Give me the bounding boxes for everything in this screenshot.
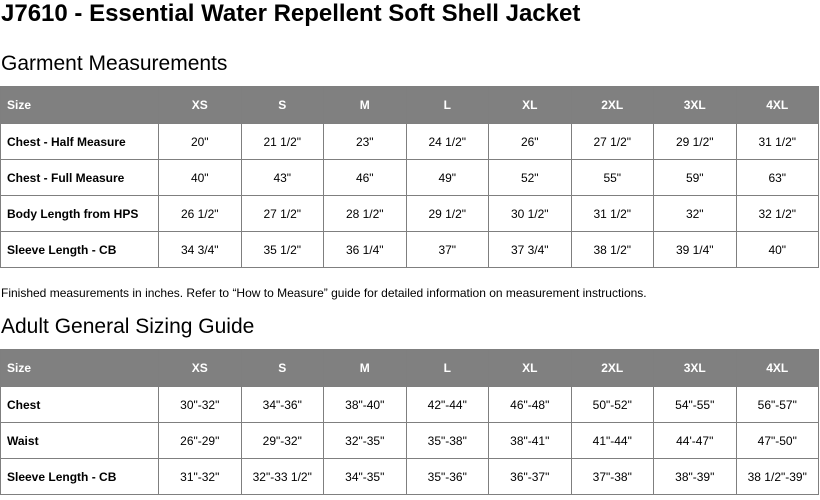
measurement-cell: 35"-38" xyxy=(406,423,489,459)
row-label: Body Length from HPS xyxy=(1,196,159,232)
measurement-cell: 34"-36" xyxy=(241,387,324,423)
size-header-cell: 2XL xyxy=(571,87,654,124)
measurement-cell: 30"-32" xyxy=(159,387,242,423)
row-label: Chest - Half Measure xyxy=(1,124,159,160)
size-column-header: Size xyxy=(1,350,159,387)
size-header-cell: 4XL xyxy=(736,87,819,124)
size-header-cell: L xyxy=(406,350,489,387)
measurement-cell: 36 1/4" xyxy=(324,232,407,268)
measurement-cell: 35"-36" xyxy=(406,459,489,495)
measurement-cell: 59" xyxy=(654,160,737,196)
measurement-cell: 20" xyxy=(159,124,242,160)
table-row xyxy=(1,423,819,459)
measurement-cell: 41"-44" xyxy=(571,423,654,459)
measurement-cell: 26" xyxy=(489,124,572,160)
table-row xyxy=(1,232,819,268)
measurement-cell: 38"-40" xyxy=(324,387,407,423)
table-row xyxy=(1,459,819,495)
size-column-header: Size xyxy=(1,87,159,124)
measurement-cell: 42"-44" xyxy=(406,387,489,423)
size-header-cell: 4XL xyxy=(736,350,819,387)
measurement-cell: 49" xyxy=(406,160,489,196)
measurement-cell: 55" xyxy=(571,160,654,196)
measurement-cell: 30 1/2" xyxy=(489,196,572,232)
page-title: J7610 - Essential Water Repellent Soft Shell Jacket xyxy=(1,0,581,27)
measurement-cell: 32"-35" xyxy=(324,423,407,459)
size-header-cell: XS xyxy=(159,87,242,124)
measurement-cell: 27 1/2" xyxy=(571,124,654,160)
measurement-cell: 37"-38" xyxy=(571,459,654,495)
table-header-row xyxy=(1,87,819,124)
measurement-cell: 38"-41" xyxy=(489,423,572,459)
measurement-cell: 31 1/2" xyxy=(736,124,819,160)
size-header-cell: XL xyxy=(489,87,572,124)
measurement-cell: 63" xyxy=(736,160,819,196)
row-label: Chest - Full Measure xyxy=(1,160,159,196)
measurement-cell: 24 1/2" xyxy=(406,124,489,160)
size-header-cell: XL xyxy=(489,350,572,387)
measurement-cell: 47"-50" xyxy=(736,423,819,459)
size-header-cell: 2XL xyxy=(571,350,654,387)
measurement-cell: 31 1/2" xyxy=(571,196,654,232)
row-label: Waist xyxy=(1,423,159,459)
adult-sizing-heading: Adult General Sizing Guide xyxy=(1,315,255,338)
garment-table-body xyxy=(1,124,819,268)
measurement-cell: 34 3/4" xyxy=(159,232,242,268)
measurement-cell: 37 3/4" xyxy=(489,232,572,268)
measurement-cell: 40" xyxy=(736,232,819,268)
measurement-cell: 37" xyxy=(406,232,489,268)
measurement-cell: 36"-37" xyxy=(489,459,572,495)
size-header-cell: 3XL xyxy=(654,350,737,387)
size-header-cell: L xyxy=(406,87,489,124)
size-header-cell: M xyxy=(324,87,407,124)
measurement-cell: 52" xyxy=(489,160,572,196)
measurement-cell: 21 1/2" xyxy=(241,124,324,160)
size-header-cell: S xyxy=(241,350,324,387)
measurement-cell: 54"-55" xyxy=(654,387,737,423)
garment-measurements-heading: Garment Measurements xyxy=(1,52,228,75)
measurement-cell: 28 1/2" xyxy=(324,196,407,232)
row-label: Chest xyxy=(1,387,159,423)
measurement-cell: 39 1/4" xyxy=(654,232,737,268)
row-label: Sleeve Length - CB xyxy=(1,459,159,495)
measurement-cell: 26 1/2" xyxy=(159,196,242,232)
table-row xyxy=(1,124,819,160)
measurement-cell: 38 1/2" xyxy=(571,232,654,268)
measurement-cell: 35 1/2" xyxy=(241,232,324,268)
measurement-cell: 46"-48" xyxy=(489,387,572,423)
measurement-cell: 50"-52" xyxy=(571,387,654,423)
measurement-cell: 56"-57" xyxy=(736,387,819,423)
table-row xyxy=(1,387,819,423)
size-header-cell: XS xyxy=(159,350,242,387)
measurement-cell: 38 1/2"-39" xyxy=(736,459,819,495)
measurement-cell: 43" xyxy=(241,160,324,196)
measurement-cell: 46" xyxy=(324,160,407,196)
measurement-cell: 29 1/2" xyxy=(406,196,489,232)
garment-measurements-table xyxy=(0,86,819,268)
measurement-cell: 32" xyxy=(654,196,737,232)
measurement-cell: 29 1/2" xyxy=(654,124,737,160)
adult-sizing-table xyxy=(0,349,819,495)
adult-table-body xyxy=(1,387,819,495)
measurement-cell: 32 1/2" xyxy=(736,196,819,232)
measurement-cell: 23" xyxy=(324,124,407,160)
measurement-cell: 40" xyxy=(159,160,242,196)
measurement-cell: 31"-32" xyxy=(159,459,242,495)
table-row xyxy=(1,160,819,196)
measurement-cell: 38"-39" xyxy=(654,459,737,495)
measurement-cell: 26"-29" xyxy=(159,423,242,459)
measurement-cell: 34"-35" xyxy=(324,459,407,495)
measurement-note: Finished measurements in inches. Refer to “How to Measure” guide for detailed information on measurement instructions. xyxy=(1,286,647,300)
size-header-cell: M xyxy=(324,350,407,387)
measurement-cell: 29"-32" xyxy=(241,423,324,459)
table-header-row xyxy=(1,350,819,387)
row-label: Sleeve Length - CB xyxy=(1,232,159,268)
size-header-cell: 3XL xyxy=(654,87,737,124)
measurement-cell: 27 1/2" xyxy=(241,196,324,232)
table-row xyxy=(1,196,819,232)
measurement-cell: 44'-47" xyxy=(654,423,737,459)
measurement-cell: 32"-33 1/2" xyxy=(241,459,324,495)
size-header-cell: S xyxy=(241,87,324,124)
